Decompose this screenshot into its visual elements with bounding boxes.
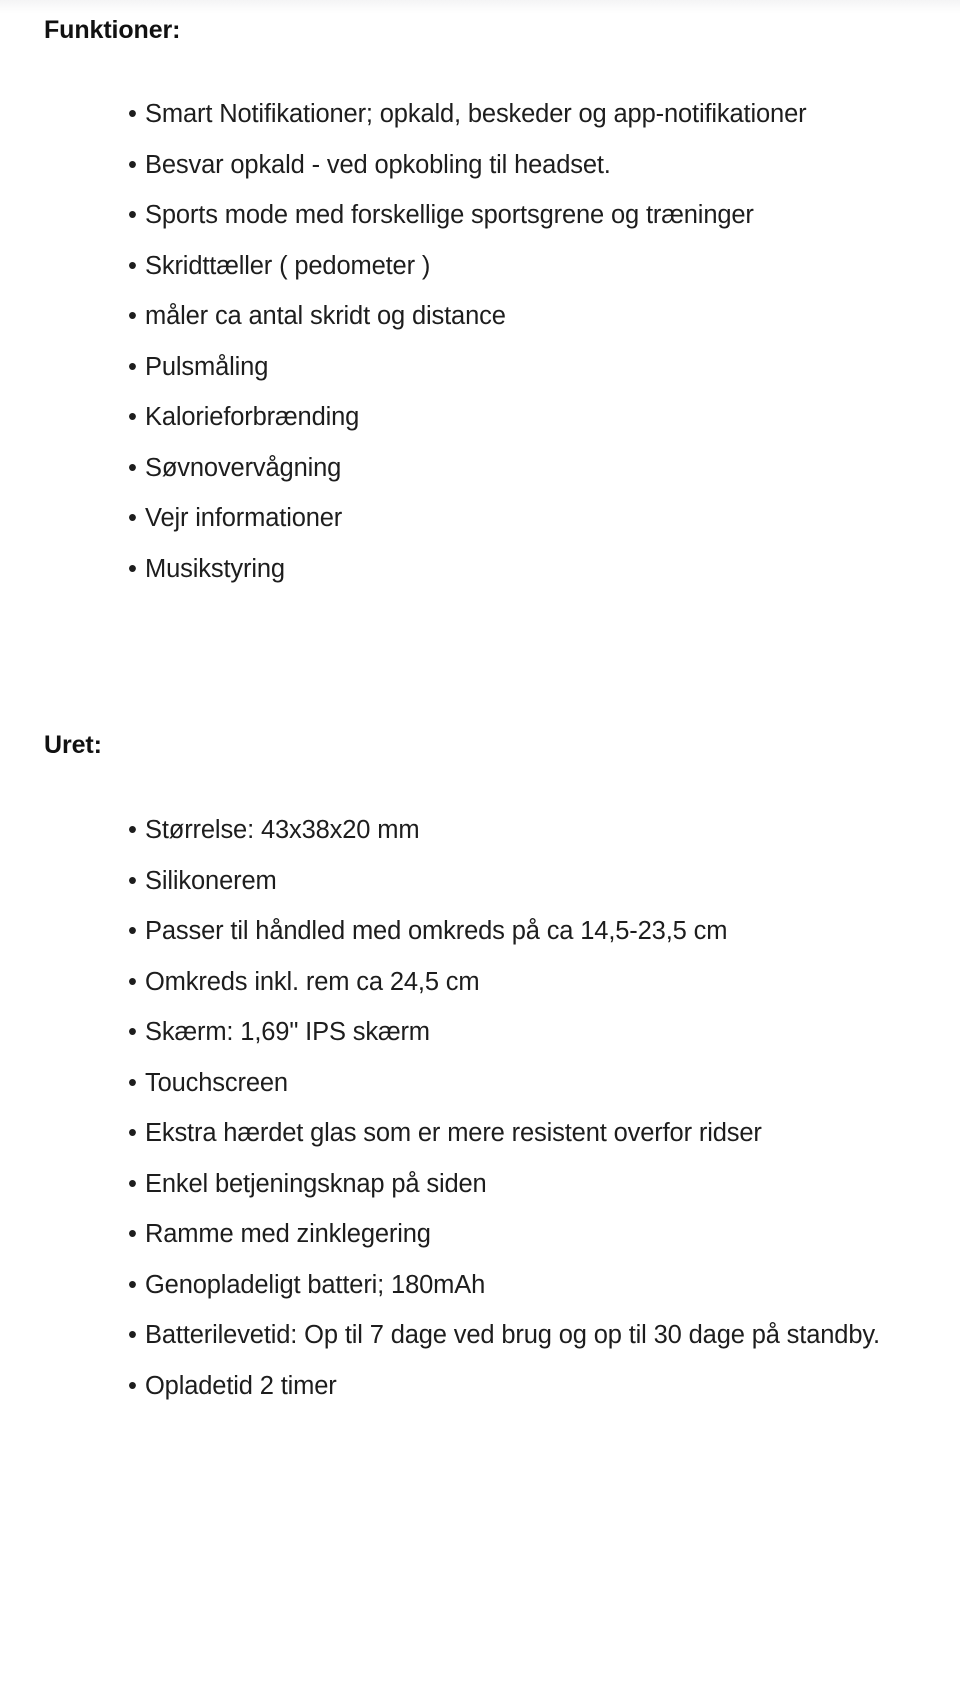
list-item [0, 443, 960, 494]
section-heading-funktioner: Funktioner: [44, 16, 181, 44]
list-item [0, 906, 960, 957]
bullet-icon: • [128, 504, 137, 532]
list-item-label: Batterilevetid: Op til 7 dage ved brug og op til 30 dage på standby. [145, 1321, 880, 1349]
bullet-icon: • [128, 866, 137, 895]
bullet-icon: • [128, 1270, 137, 1299]
bullet-icon: • [128, 100, 137, 128]
bullet-icon: • [128, 816, 137, 844]
list-item-label: Besvar opkald - ved opkobling til headset. [145, 150, 611, 179]
list-item-label: Kalorieforbrænding [145, 403, 360, 431]
bullet-icon: • [128, 554, 137, 583]
list-item-label: Skridttæller ( pedometer ) [145, 251, 431, 280]
list-item-label: Søvnovervågning [145, 453, 342, 482]
feature-list-funktioner [0, 89, 960, 594]
list-item [0, 805, 960, 856]
list-item-label: måler ca antal skridt og distance [145, 302, 506, 330]
bullet-icon: • [128, 201, 137, 229]
list-item [0, 89, 960, 140]
list-item-label: Vejr informationer [145, 504, 343, 532]
list-item [0, 392, 960, 443]
list-item [0, 957, 960, 1008]
bullet-icon: • [128, 1068, 137, 1097]
bullet-icon: • [128, 1220, 137, 1248]
list-item [0, 1361, 960, 1412]
spec-list-uret [0, 805, 960, 1411]
bullet-icon: • [128, 1018, 137, 1046]
list-item-label: Touchscreen [145, 1068, 288, 1097]
list-item-label: Silikonerem [145, 866, 277, 895]
bullet-icon: • [128, 1119, 137, 1147]
bullet-icon: • [128, 1169, 137, 1198]
list-item-label: Pulsmåling [145, 352, 269, 381]
list-item-label: Musikstyring [145, 554, 285, 583]
list-item-label: Skærm: 1,69" IPS skærm [145, 1018, 430, 1046]
list-item-label: Opladetid 2 timer [145, 1371, 337, 1400]
list-item [0, 1108, 960, 1159]
list-item-label: Sports mode med forskellige sportsgrene og træninger [145, 201, 754, 229]
bullet-icon: • [128, 302, 137, 330]
list-item [0, 291, 960, 342]
bullet-icon: • [128, 967, 137, 996]
bullet-icon: • [128, 1371, 137, 1400]
bullet-icon: • [128, 150, 137, 179]
list-item [0, 856, 960, 907]
bullet-icon: • [128, 917, 137, 945]
list-item-label: Størrelse: 43x38x20 mm [145, 816, 420, 844]
list-item [0, 1260, 960, 1311]
list-item-label: Smart Notifikationer; opkald, beskeder og app-notifikationer [145, 100, 807, 128]
list-item-label: Ramme med zinklegering [145, 1220, 431, 1248]
section-heading-uret: Uret: [44, 731, 102, 759]
list-item [0, 1007, 960, 1058]
bullet-icon: • [128, 251, 137, 280]
list-item-label: Ekstra hærdet glas som er mere resistent overfor ridser [145, 1119, 762, 1147]
bullet-icon: • [128, 1321, 137, 1349]
bullet-icon: • [128, 403, 137, 431]
list-item [0, 544, 960, 595]
list-item [0, 1209, 960, 1260]
list-item [0, 190, 960, 241]
list-item-label: Passer til håndled med omkreds på ca 14,5-23,5 cm [145, 917, 728, 945]
list-item-label: Genopladeligt batteri; 180mAh [145, 1270, 486, 1299]
list-item [0, 140, 960, 191]
list-item [0, 342, 960, 393]
list-item-label: Enkel betjeningsknap på siden [145, 1169, 487, 1198]
bullet-icon: • [128, 453, 137, 482]
list-item [0, 241, 960, 292]
top-fade-band [0, 0, 960, 14]
list-item [0, 1310, 960, 1361]
list-item [0, 1159, 960, 1210]
bullet-icon: • [128, 352, 137, 381]
list-item [0, 1058, 960, 1109]
list-item-label: Omkreds inkl. rem ca 24,5 cm [145, 967, 480, 996]
list-item [0, 493, 960, 544]
